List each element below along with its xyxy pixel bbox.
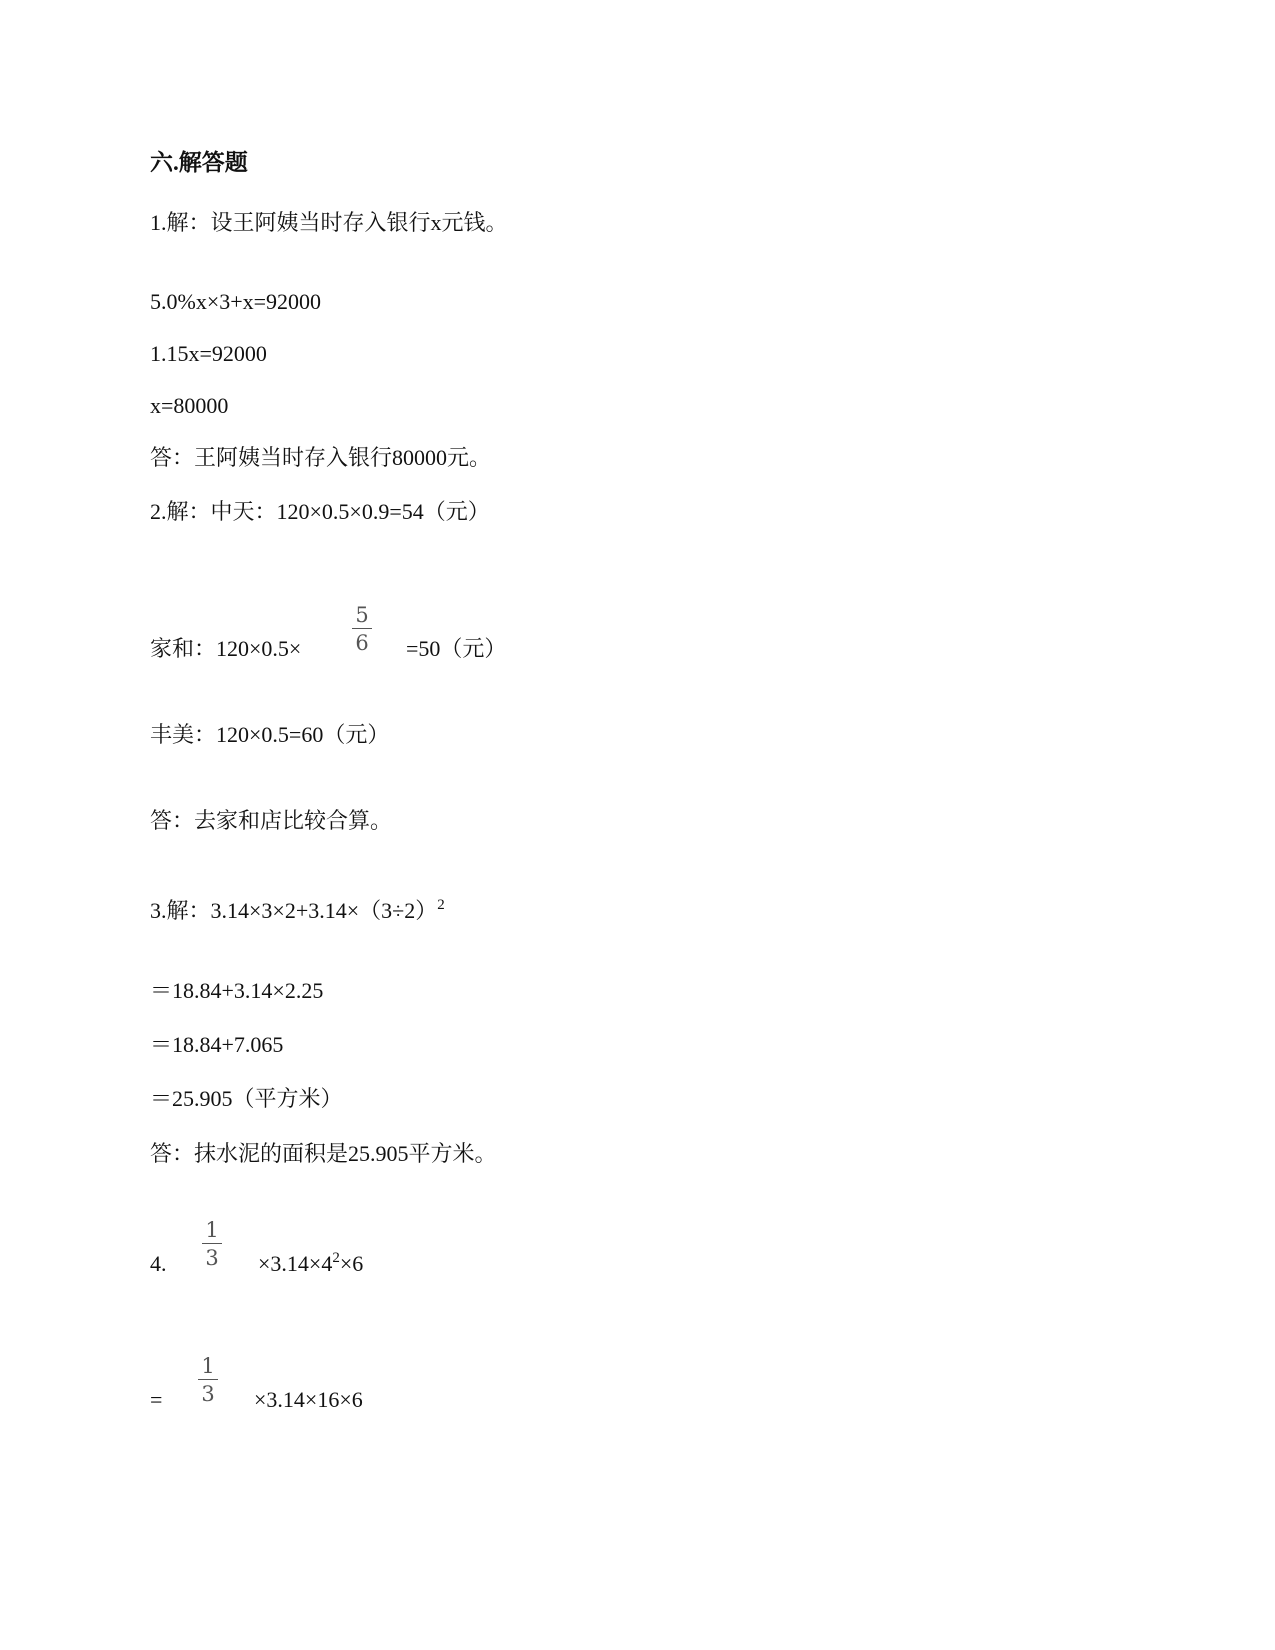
q3-step-2: ＝18.84+7.065	[150, 1032, 284, 1057]
q1-step-1: 5.0%x×3+x=92000	[150, 289, 322, 314]
fraction-denominator: 6	[355, 631, 369, 655]
fraction-numerator: 5	[355, 603, 369, 627]
q1-step-3: x=80000	[150, 393, 229, 418]
fraction-bar	[202, 1243, 222, 1244]
q2-jiahe-fraction	[351, 604, 373, 654]
q2-jiahe-suffix: =50（元）	[406, 636, 507, 661]
q4-fraction-1	[201, 1219, 223, 1269]
q1-step-2: 1.15x=92000	[150, 341, 267, 366]
q3-intro	[150, 898, 445, 927]
fraction-denominator: 3	[205, 1246, 219, 1270]
q4-exponent: 2	[332, 1250, 340, 1266]
fraction-bar	[198, 1379, 218, 1380]
q3-exponent: 2	[437, 897, 445, 913]
q1-answer: 答：王阿姨当时存入银行80000元。	[150, 445, 492, 470]
fraction-bar	[352, 628, 372, 629]
q2-answer: 答：去家和店比较合算。	[150, 808, 393, 833]
q2-jiahe-prefix: 家和：120×0.5×	[150, 636, 302, 661]
section-heading: 六.解答题	[150, 150, 248, 175]
fraction-numerator: 1	[205, 1218, 219, 1242]
q4-fraction-2	[197, 1355, 219, 1405]
q2-fengmei-line: 丰美：120×0.5=60（元）	[150, 722, 390, 747]
q2-zhongtian-line: 2.解：中天：120×0.5×0.9=54（元）	[150, 499, 490, 524]
q4-line-1-mid: ×3.14×4	[258, 1251, 333, 1276]
q4-line-2-expression: ×3.14×16×6	[254, 1387, 363, 1412]
q4-line-1-tail: ×6	[339, 1251, 364, 1276]
fraction-numerator: 1	[201, 1354, 215, 1378]
q4-line-2-prefix: =	[150, 1387, 163, 1412]
q3-answer: 答：抹水泥的面积是25.905平方米。	[150, 1141, 497, 1166]
q3-step-3: ＝25.905（平方米）	[150, 1086, 343, 1111]
q1-intro: 1.解：设王阿姨当时存入银行x元钱。	[150, 210, 508, 235]
q4-number: 4.	[150, 1251, 167, 1276]
q3-step-1: ＝18.84+3.14×2.25	[150, 978, 324, 1003]
q3-expression: 3.解：3.14×3×2+3.14×（3÷2）	[150, 898, 438, 923]
q4-line-1-expression	[258, 1251, 363, 1280]
fraction-denominator: 3	[201, 1382, 215, 1406]
